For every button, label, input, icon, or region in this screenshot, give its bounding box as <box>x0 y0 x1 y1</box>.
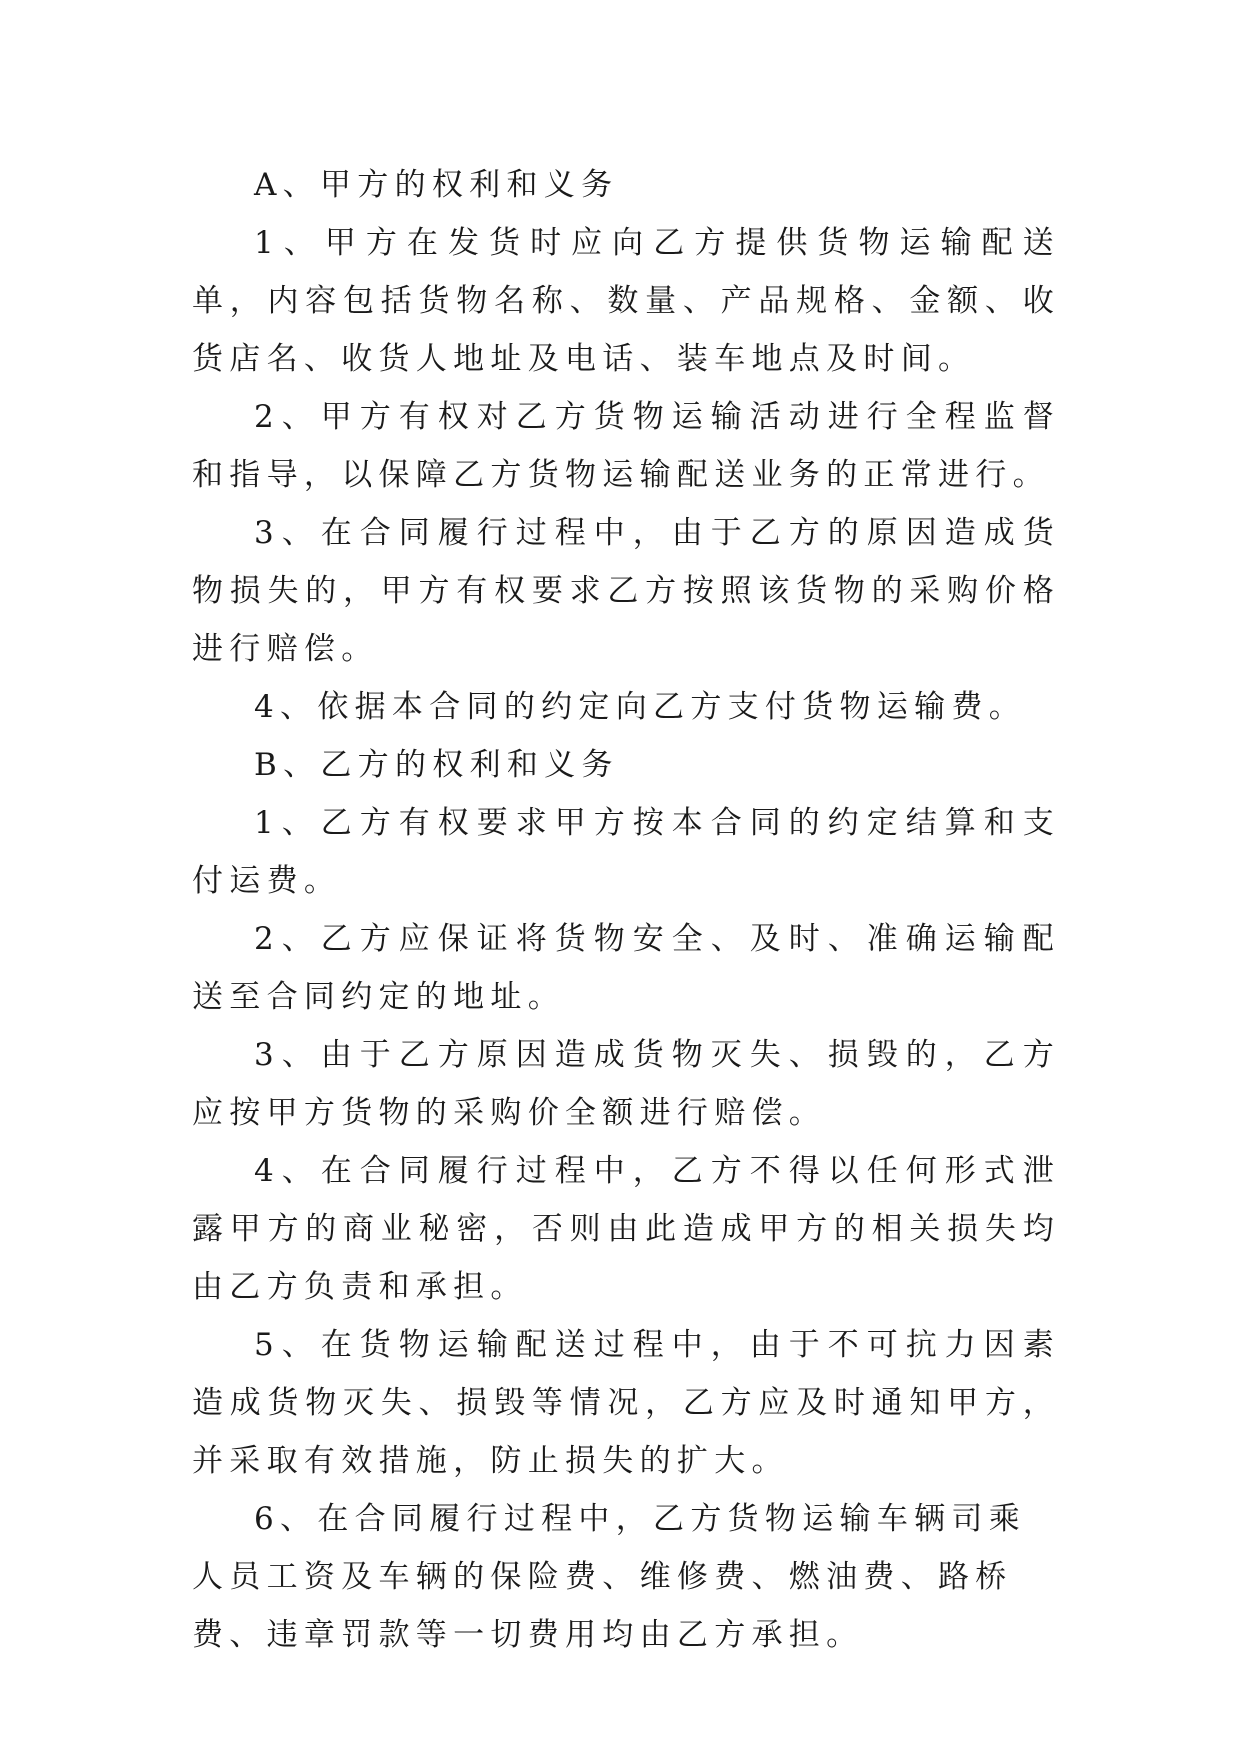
party-b-clause-1: 1、乙方有权要求甲方按本合同的约定结算和支付运费。 <box>192 805 1060 899</box>
party-b-clause-6: 6、在合同履行过程中，乙方货物运输车辆司乘人员工资及车辆的保险费、维修费、燃油费、路桥费、违章罚款等一切费用均由乙方承担。 <box>192 1501 1027 1653</box>
party-a-clause-3: 3、在合同履行过程中，由于乙方的原因造成货物损失的，甲方有权要求乙方按照该货物的采购价格进行赔偿。 <box>192 515 1060 667</box>
party-b-clause-2: 2、乙方应保证将货物安全、及时、准确运输配送至合同约定的地址。 <box>192 921 1060 1015</box>
section-heading-party-a: A、甲方的权利和义务 <box>254 167 619 203</box>
party-a-clause-2: 2、甲方有权对乙方货物运输活动进行全程监督和指导，以保障乙方货物运输配送业务的正常进行。 <box>192 399 1060 493</box>
party-b-clause-4: 4、在合同履行过程中，乙方不得以任何形式泄露甲方的商业秘密，否则由此造成甲方的相关损失均由乙方负责和承担。 <box>192 1153 1060 1305</box>
section-heading-party-b: B、乙方的权利和义务 <box>254 747 619 783</box>
party-b-clause-3: 3、由于乙方原因造成货物灭失、损毁的，乙方应按甲方货物的采购价全额进行赔偿。 <box>192 1037 1060 1131</box>
party-b-clause-5: 5、在货物运输配送过程中，由于不可抗力因素造成货物灭失、损毁等情况，乙方应及时通知甲方，并采取有效措施，防止损失的扩大。 <box>192 1327 1060 1479</box>
party-a-clause-1: 1、甲方在发货时应向乙方提供货物运输配送单，内容包括货物名称、数量、产品规格、金额、收货店名、收货人地址及电话、装车地点及时间。 <box>192 225 1060 377</box>
party-a-clause-4: 4、依据本合同的约定向乙方支付货物运输费。 <box>254 689 1027 725</box>
document-body <box>192 156 1060 1664</box>
